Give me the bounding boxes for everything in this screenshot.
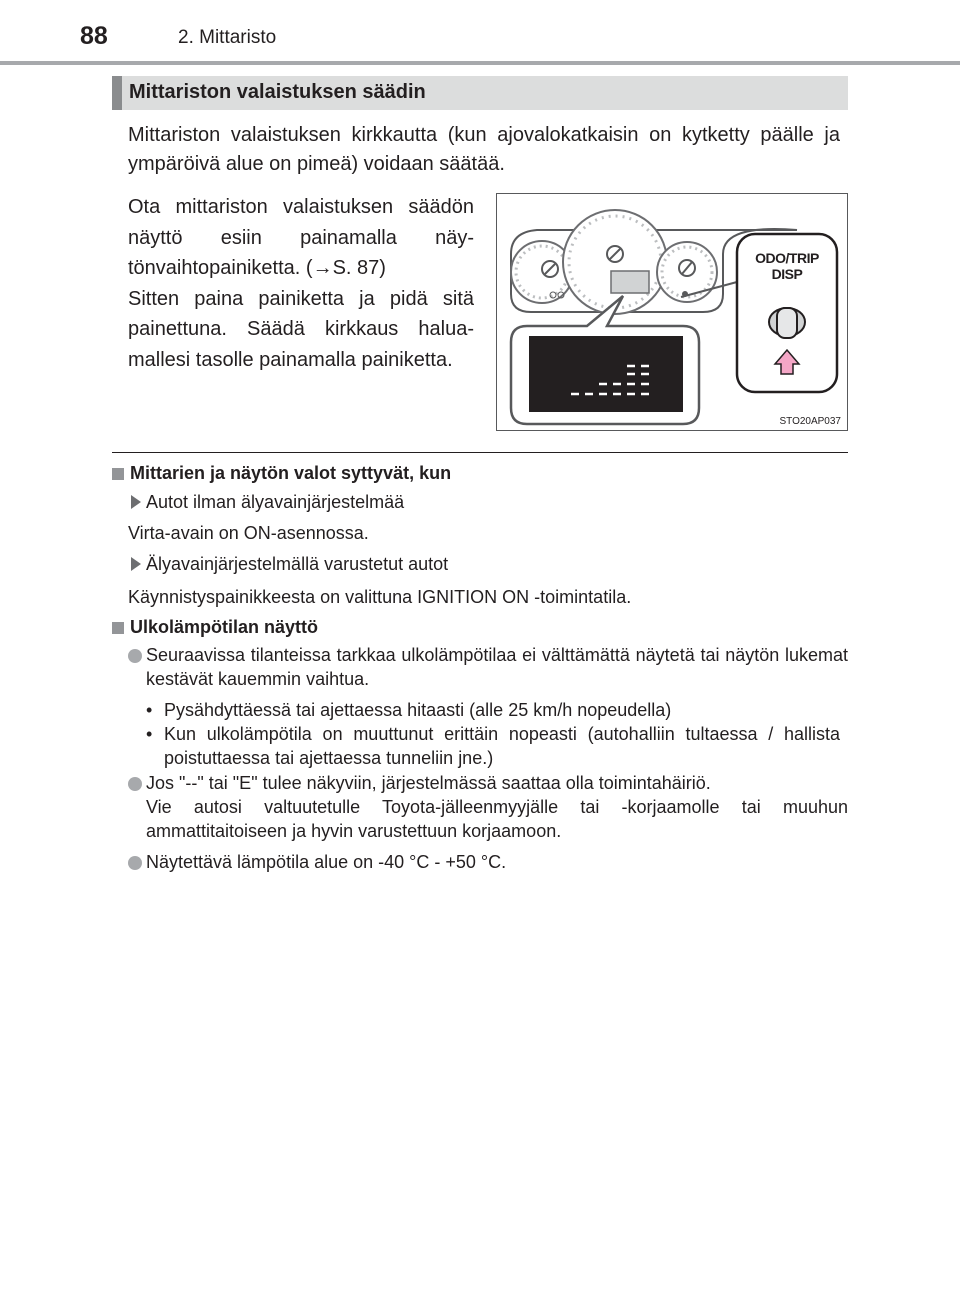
- steps-paragraph: [128, 192, 474, 375]
- button-label-line-1: ODO/TRIP: [755, 250, 819, 266]
- header-rule: [0, 61, 960, 65]
- sub-bullet-icon: •: [146, 700, 153, 720]
- round-bullet-icon: [128, 649, 142, 663]
- chapter-title: 2. Mittaristo: [178, 27, 277, 48]
- page-reference: S. 87): [332, 257, 386, 279]
- section-accent: [112, 76, 122, 110]
- triangle-bullet-icon: [131, 557, 141, 571]
- steps-text-2: Sitten paina painiketta ja pidä sitä painettuna. Säädä kirkkaus haluamallesi tasolle painamalla painiketta.: [128, 287, 474, 371]
- section-title: Mittariston valaistuksen säädin: [129, 81, 426, 103]
- cluster-illustration: [497, 194, 847, 430]
- divider: [112, 452, 848, 453]
- note-2-heading: [112, 616, 318, 640]
- steps-text: Ota mittariston valaistuksen säädön näyttö esiin painamalla näytönvaihtopainiketta. (: [128, 196, 474, 279]
- figure-code: STO20AP037: [779, 416, 841, 427]
- section-heading-bar: [112, 76, 848, 110]
- round-bullet-icon: [128, 856, 142, 870]
- intro-paragraph: Mittariston valaistuksen kirkkautta (kun ajovalokatkaisin on kytketty päälle ja ympäröivä alue on pimeä) voidaan säätää.: [128, 124, 840, 175]
- note-1-title: Mittarien ja näytön valot syttyvät, kun: [130, 463, 452, 483]
- display-screen-icon: [529, 336, 683, 412]
- sub-bullet-icon: •: [146, 724, 153, 744]
- button-label: [737, 250, 837, 282]
- round-bullet-icon: [128, 777, 142, 791]
- triangle-bullet-icon: [131, 495, 141, 509]
- center-display-icon: [611, 271, 649, 293]
- page-number: 88: [80, 22, 108, 50]
- note-2-title: Ulkolämpötilan näyttö: [130, 617, 319, 637]
- note-2-sub-1: Pysähdyttäessä tai ajettaessa hitaasti (alle 25 km/h nopeudella): [164, 700, 672, 720]
- square-bullet-icon: [112, 622, 124, 634]
- square-bullet-icon: [112, 468, 124, 480]
- note-2-bullet-1: Seuraavissa tilanteissa tarkkaa ulkolämpötilaa ei välttämättä näytetä tai näytön lukemat kestävät kauemmin vaihtua.: [146, 645, 848, 689]
- note-2-bullet-3: Näytettävä lämpötila alue on -40 °C - +50 °C.: [146, 852, 507, 872]
- note-1-heading: [112, 462, 451, 486]
- arrow-icon: →: [312, 257, 333, 279]
- note-1b-text: Käynnistyspainikkeesta on valittuna IGNITION ON -toimintatila.: [128, 587, 632, 607]
- button-label-line-2: DISP: [771, 266, 803, 282]
- note-2-bullet-2-line-2: Vie autosi valtuutetulle Toyota-jälleenmyyjälle tai -korjaamolle tai muuhun ammattitaitoiseen ja hyvin varustettuun korjaamoon.: [146, 797, 848, 841]
- instrument-cluster-figure: [496, 193, 848, 431]
- note-1a-text: Virta-avain on ON-asennossa.: [128, 523, 369, 543]
- note-1a-subheading: Autot ilman älyavainjärjestelmää: [146, 492, 405, 512]
- note-1b-subheading: Älyavainjärjestelmällä varustetut autot: [146, 554, 449, 574]
- note-2-bullet-2-line-1: Jos "--" tai "E" tulee näkyviin, järjestelmässä saattaa olla toimintahäiriö.: [146, 773, 711, 793]
- note-2-sub-2: Kun ulkolämpötila on muuttunut erittäin nopeasti (autohalliin tultaessa / hallista poistuttaessa tai ajettaessa tunneliin jne.): [164, 724, 840, 768]
